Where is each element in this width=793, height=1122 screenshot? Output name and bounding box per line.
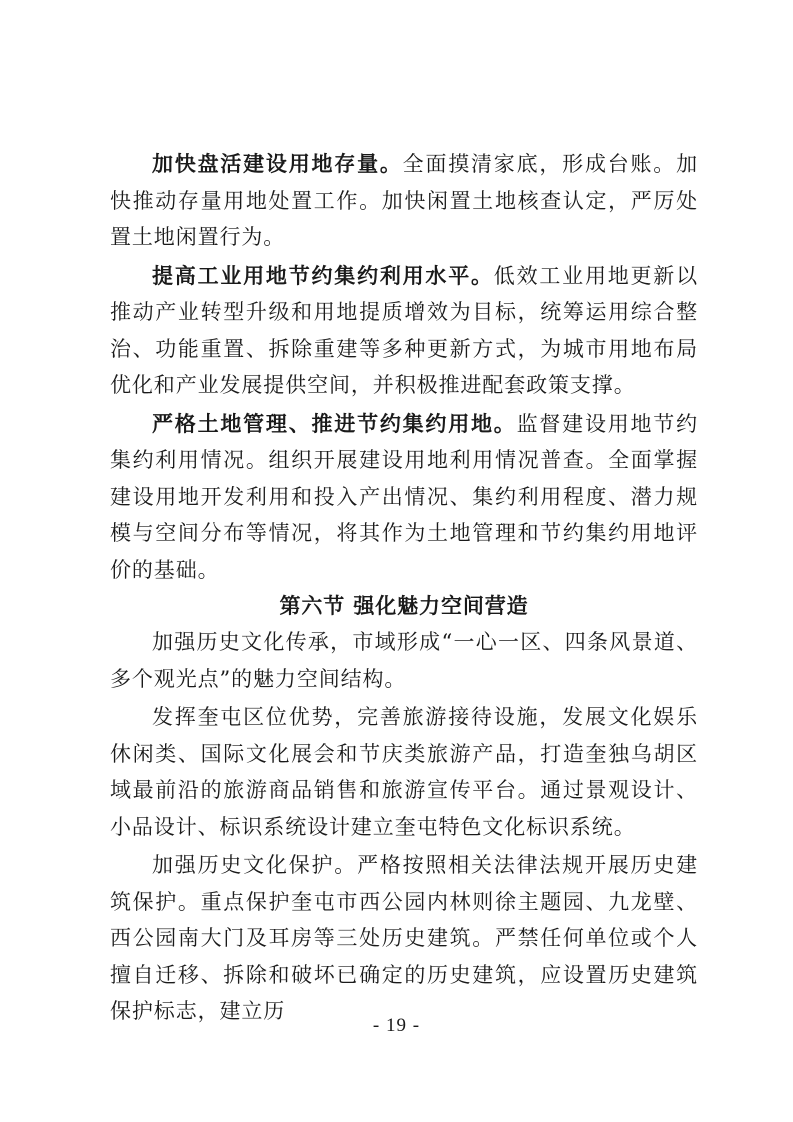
paragraph-lead: 严格土地管理、推进节约集约用地。 bbox=[152, 410, 517, 436]
paragraph-historic-protection: 加强历史文化保护。严格按照相关法律法规开展历史建筑保护。重点保护奎屯市西公园内林则徐主题园、九龙壁、西公园南大门及耳房等三处历史建筑。严禁任何单位或个人擅自迁移、拆除和破坏已确定的历史建筑，应设置历史建筑保护标志，建立历 bbox=[110, 853, 698, 1023]
section-heading: 第六节 强化魅力空间营造 bbox=[279, 593, 529, 618]
paragraph-lead: 提高工业用地节约集约利用水平。 bbox=[152, 262, 494, 288]
paragraph-text: 全面摸清家底，形成台账。加快推动存量用地处置工作。加快闲置土地核查认定，严厉处置土地闲置行为。 bbox=[110, 152, 698, 249]
paragraph-land-management bbox=[110, 406, 698, 589]
paragraph-lead: 加快盘活建设用地存量。 bbox=[152, 151, 403, 176]
page-body bbox=[110, 146, 698, 1030]
page-number: - 19 - bbox=[372, 1015, 421, 1036]
paragraph-land-stock bbox=[110, 146, 698, 256]
paragraph-text: 低效工业用地更新以推动产业转型升级和用地提质增效为目标，统筹运用综合整治、功能重置、拆除重建等多种更新方式，为城市用地布局优化和产业发展提供空间，并积极推进配套政策支撑。 bbox=[110, 263, 698, 397]
paragraph-cultural-heritage: 加强历史文化传承，市域形成“一心一区、四条风景道、多个观光点”的魅力空间结构。 bbox=[110, 630, 698, 691]
paragraph-industrial-land bbox=[110, 258, 698, 404]
paragraph-text: 监督建设用地节约集约利用情况。组织开展建设用地利用情况普查。全面掌握建设用地开发利用和投入产出情况、集约利用程度、潜力规模与空间分布等情况，将其作为土地管理和节约集约用地评价的基础。 bbox=[110, 411, 698, 582]
paragraph-tourism: 发挥奎屯区位优势，完善旅游接待设施，发展文化娱乐休闲类、国际文化展会和节庆类旅游产品，打造奎独乌胡区域最前沿的旅游商品销售和旅游宣传平台。通过景观设计、小品设计、标识系统设计建立奎屯特色文化标识系统。 bbox=[110, 705, 698, 839]
